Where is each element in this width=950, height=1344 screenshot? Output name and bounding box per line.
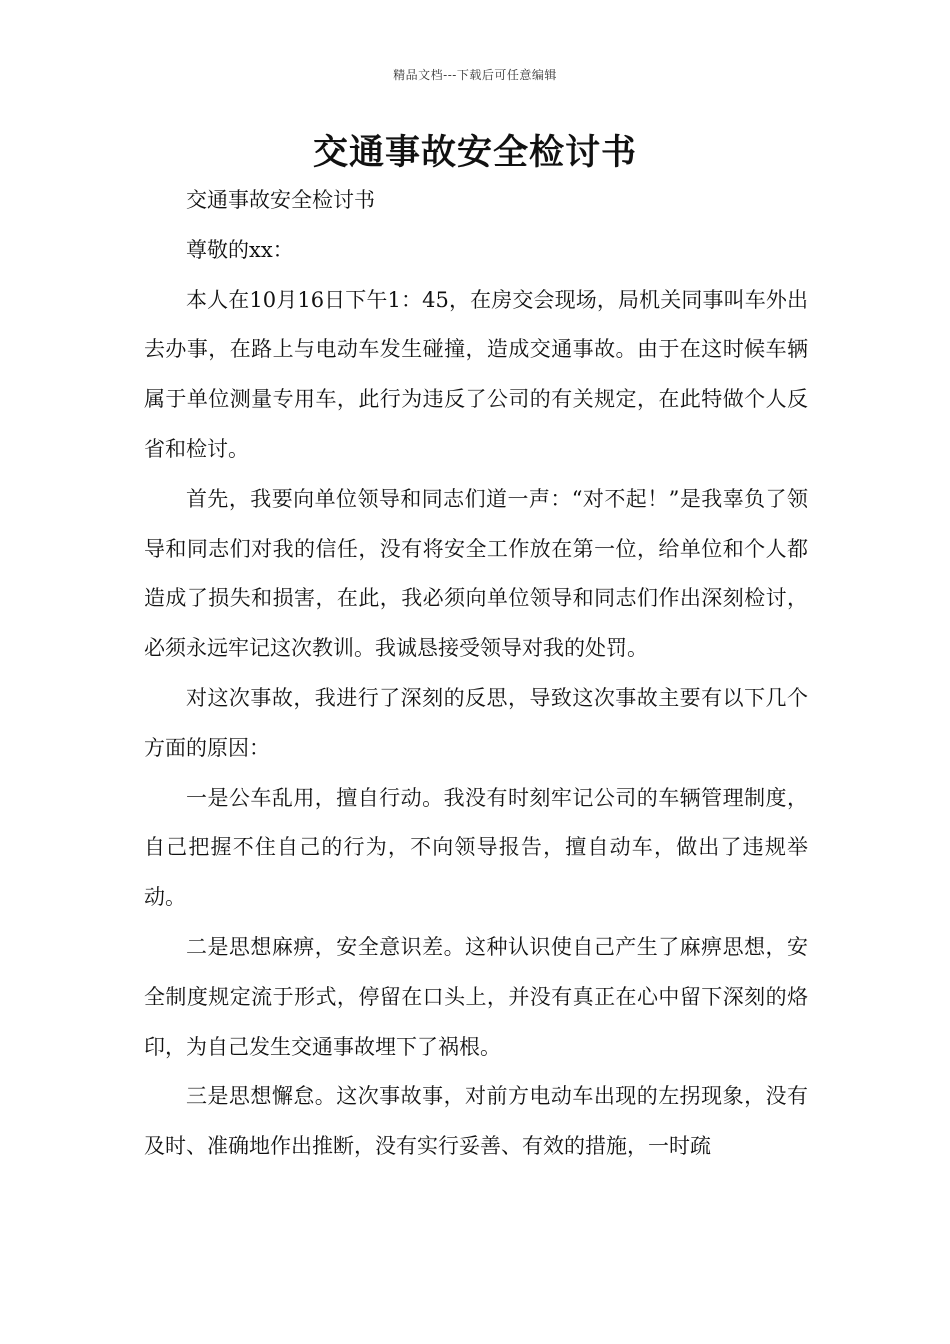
document-body xyxy=(144,176,808,1172)
body-paragraph: 首先，我要向单位领导和同志们道一声：“对不起！”是我辜负了领导和同志们对我的信任，没有将安全工作放在第一位，给单位和个人都造成了损失和损害，在此，我必须向单位领导和同志们作出深刻检讨，必须永远牢记这次教训。我诚恳接受领导对我的处罚。 xyxy=(144,486,808,661)
body-paragraph-subtitle: 交通事故安全检讨书 xyxy=(186,188,375,212)
body-paragraph: 二是思想麻痹，安全意识差。这种认识使自己产生了麻痹思想，安全制度规定流于形式，停留在口头上，并没有真正在心中留下深刻的烙印，为自己发生交通事故埋下了祸根。 xyxy=(144,934,808,1059)
body-paragraph: 对这次事故，我进行了深刻的反思，导致这次事故主要有以下几个方面的原因： xyxy=(144,685,808,760)
body-paragraph: 一是公车乱用，擅自行动。我没有时刻牢记公司的车辆管理制度，自己把握不住自己的行为，不向领导报告，擅自动车，做出了违规举动。 xyxy=(144,785,808,910)
page-header-note: 精品文档---下载后可任意编辑 xyxy=(393,68,557,82)
body-paragraph: 三是思想懈怠。这次事故事，对前方电动车出现的左拐现象，没有及时、准确地作出推断，没有实行妥善、有效的措施，一时疏 xyxy=(144,1084,808,1159)
body-paragraph-salutation: 尊敬的xx： xyxy=(186,237,294,262)
document-title: 交通事故安全检讨书 xyxy=(312,132,637,173)
body-paragraph: 本人在10月16日下午1：45，在房交会现场，局机关同事叫车外出去办事，在路上与电动车发生碰撞，造成交通事故。由于在这时候车辆属于单位测量专用车，此行为违反了公司的有关规定，在此特做个人反省和检讨。 xyxy=(144,287,808,461)
